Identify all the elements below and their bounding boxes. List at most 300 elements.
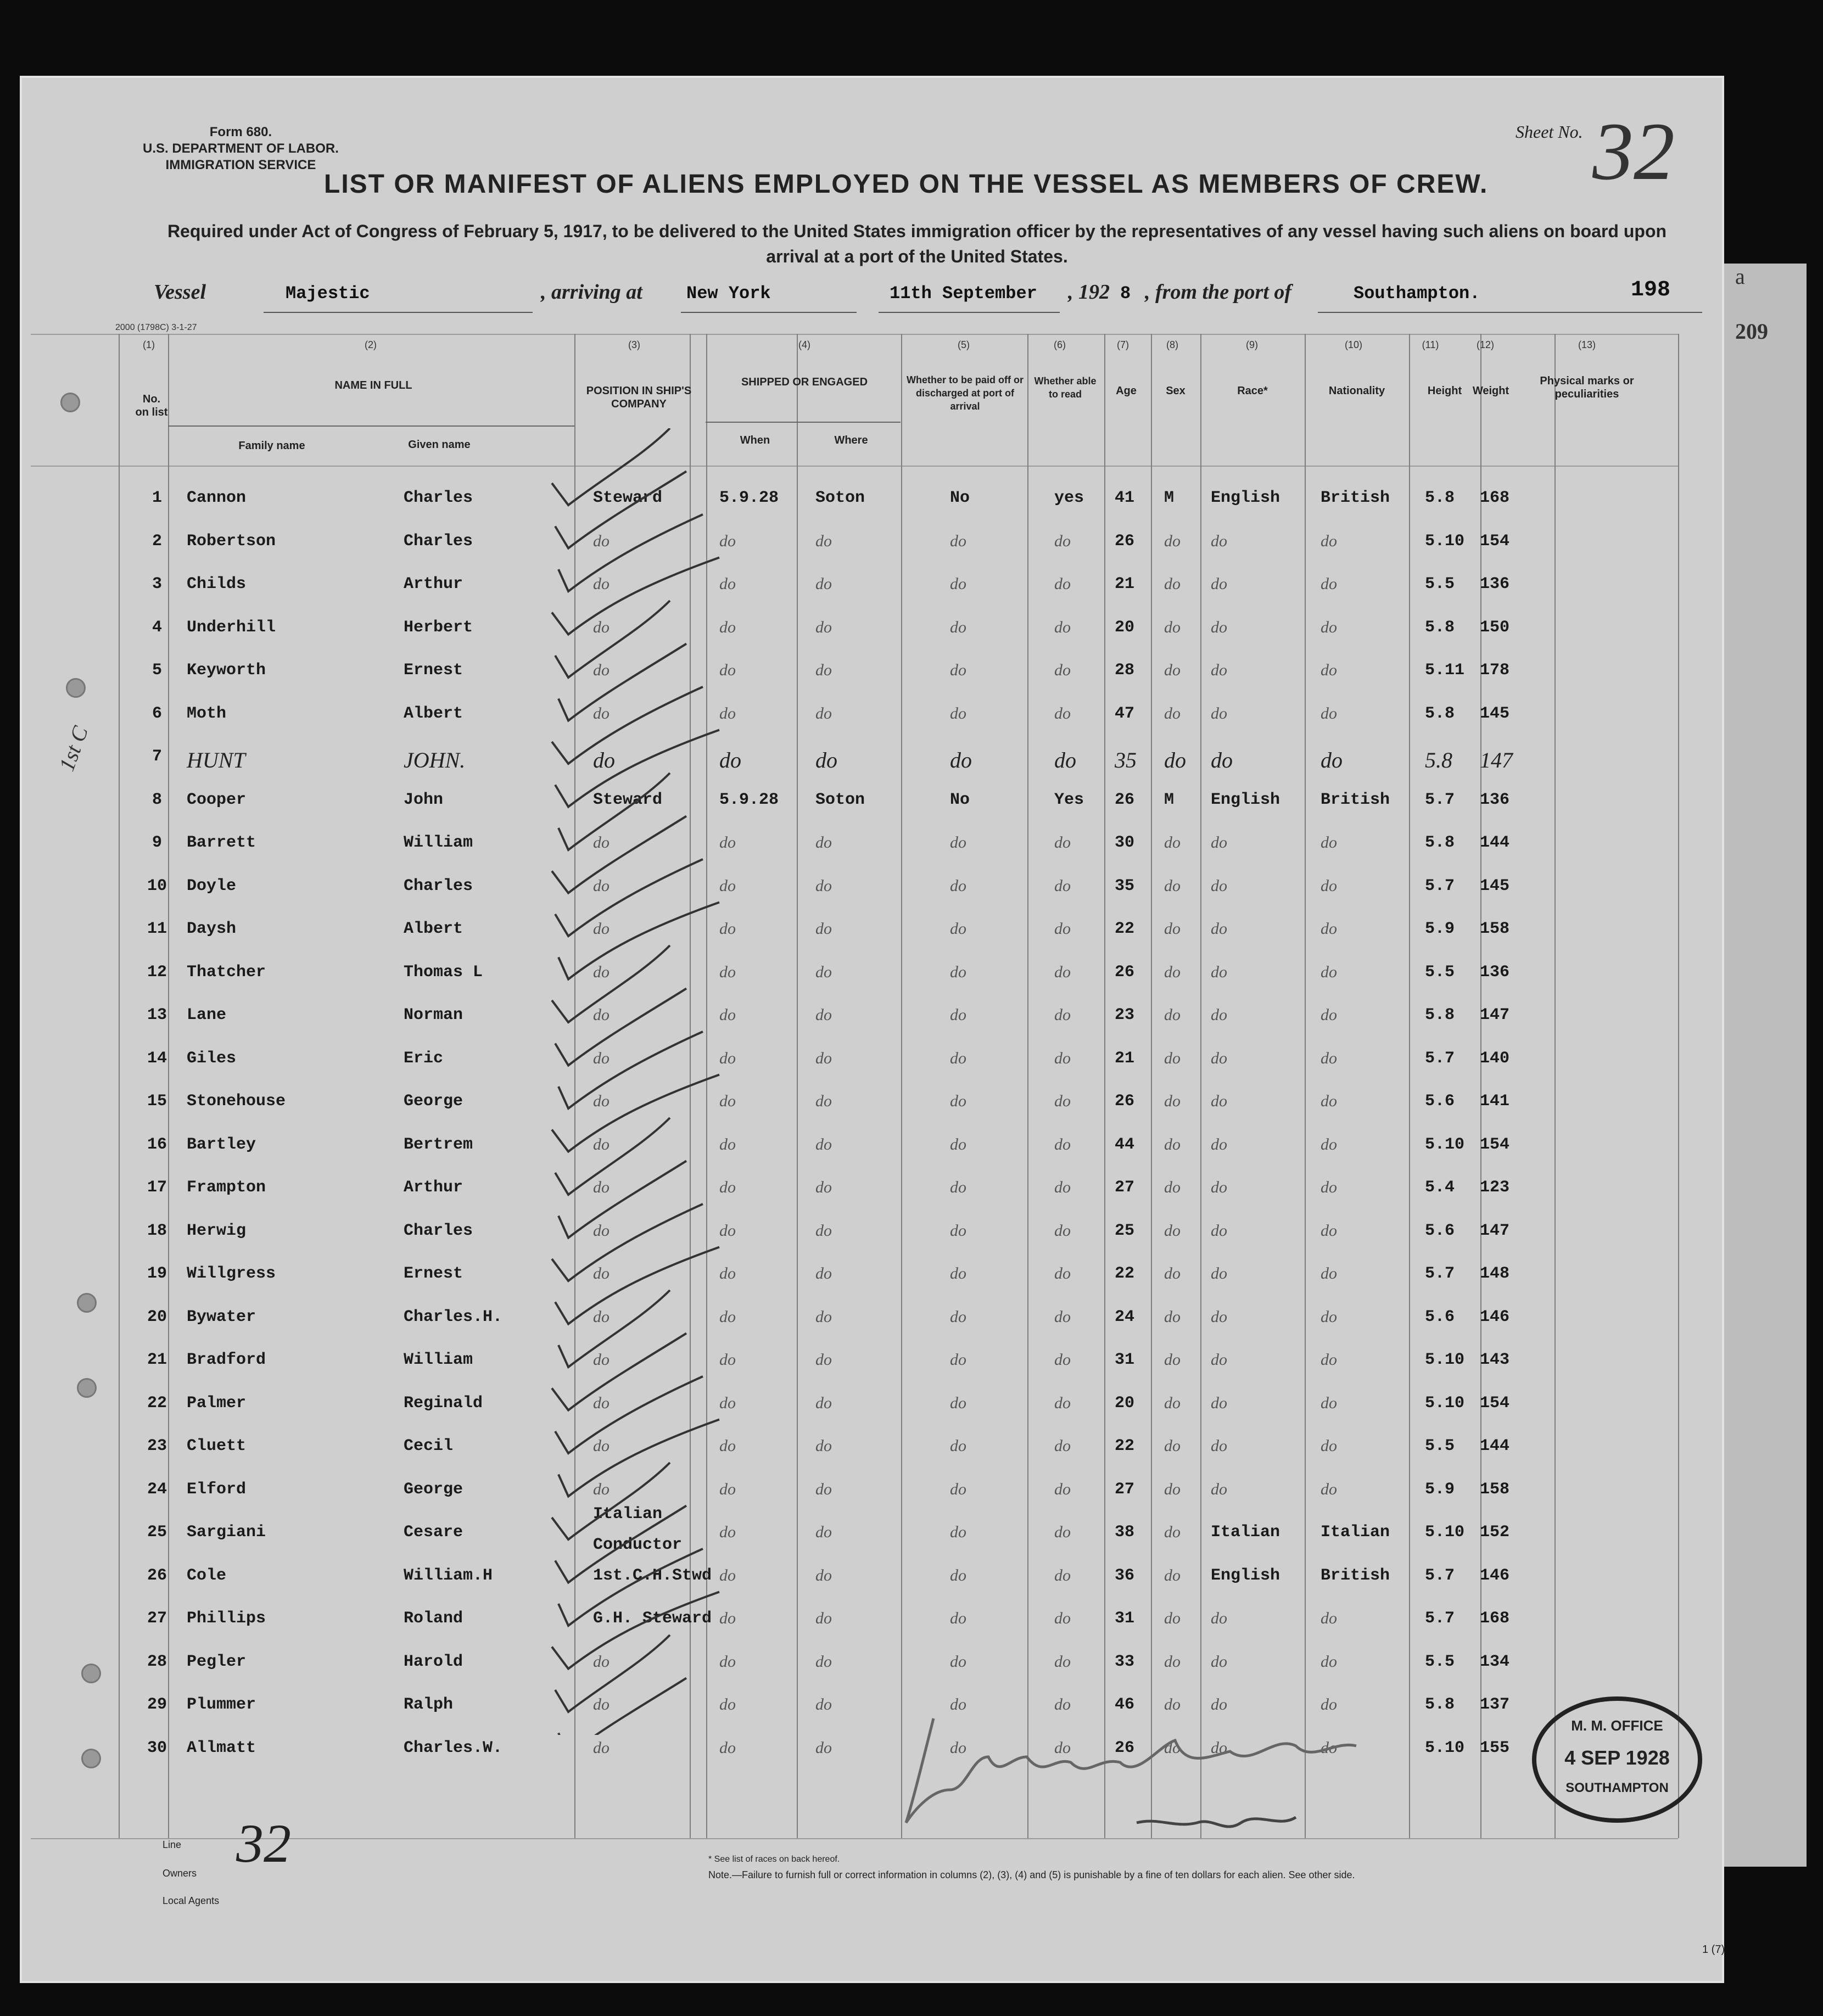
able-to-read-cell: do bbox=[1054, 1480, 1071, 1498]
given-name-cell: Albert bbox=[404, 704, 463, 723]
shipped-where-cell: do bbox=[815, 1695, 832, 1713]
race-cell: do bbox=[1211, 1695, 1227, 1713]
nationality-cell: do bbox=[1321, 1394, 1337, 1412]
family-name-cell: Cooper bbox=[187, 791, 247, 809]
check-mark bbox=[558, 644, 686, 721]
sex-cell: do bbox=[1164, 1308, 1181, 1326]
race-cell: do bbox=[1211, 1394, 1227, 1412]
position-cell: do bbox=[593, 748, 615, 772]
family-name-cell: Robertson bbox=[187, 532, 276, 551]
position-cell: do bbox=[593, 1222, 609, 1240]
age-cell: 21 bbox=[1115, 1049, 1135, 1068]
shipped-where-cell: do bbox=[815, 833, 832, 852]
row-number-cell: 25 bbox=[147, 1523, 167, 1542]
given-name-cell: William.H bbox=[404, 1566, 493, 1585]
corner-code: 1 (7) bbox=[1702, 1944, 1725, 1956]
check-mark bbox=[555, 1118, 670, 1195]
height-cell: 5.8 bbox=[1425, 833, 1455, 852]
height-cell: 5.6 bbox=[1425, 1222, 1455, 1240]
age-cell: 20 bbox=[1115, 618, 1135, 637]
weight-cell: 146 bbox=[1480, 1566, 1510, 1585]
row-number-cell: 20 bbox=[147, 1308, 167, 1326]
shipped-where-cell: do bbox=[815, 748, 837, 772]
paid-off-cell: do bbox=[950, 963, 966, 981]
family-name-cell: Daysh bbox=[187, 920, 237, 938]
header-sex: Sex bbox=[1166, 385, 1185, 397]
family-name-cell: HUNT bbox=[187, 748, 245, 772]
sex-cell: do bbox=[1164, 1566, 1181, 1584]
race-cell: do bbox=[1211, 963, 1227, 981]
department-name: U.S. DEPARTMENT OF LABOR. bbox=[143, 141, 339, 156]
given-name-cell: Herbert bbox=[404, 618, 473, 637]
nationality-cell: do bbox=[1321, 1351, 1337, 1369]
table-row bbox=[0, 532, 1823, 570]
given-name-cell: Arthur bbox=[404, 1178, 463, 1197]
weight-cell: 145 bbox=[1480, 877, 1510, 895]
height-cell: 5.9 bbox=[1425, 1480, 1455, 1499]
column-number: (1) bbox=[143, 339, 155, 350]
paid-off-cell: do bbox=[950, 1480, 966, 1498]
paid-off-cell: do bbox=[950, 1653, 966, 1671]
table-row bbox=[0, 1505, 1823, 1561]
able-to-read-cell: do bbox=[1054, 877, 1071, 895]
weight-cell: 154 bbox=[1480, 532, 1510, 551]
height-cell: 5.7 bbox=[1425, 877, 1455, 895]
height-cell: 5.10 bbox=[1425, 1523, 1465, 1542]
race-cell: do bbox=[1211, 833, 1227, 852]
shipped-when-cell: 5.9.28 bbox=[719, 791, 779, 809]
sex-cell: do bbox=[1164, 1609, 1181, 1627]
check-mark bbox=[558, 514, 703, 591]
weight-cell: 137 bbox=[1480, 1695, 1510, 1714]
paid-off-cell: do bbox=[950, 1523, 966, 1541]
given-name-cell: Charles bbox=[404, 532, 473, 551]
age-cell: 25 bbox=[1115, 1222, 1135, 1240]
able-to-read-cell: do bbox=[1054, 963, 1071, 981]
shipped-when-cell: do bbox=[719, 833, 736, 852]
given-name-cell: Charles bbox=[404, 1222, 473, 1240]
weight-cell: 123 bbox=[1480, 1178, 1510, 1197]
paid-off-cell: do bbox=[950, 1222, 966, 1240]
paid-off-cell: No bbox=[950, 791, 970, 809]
header-race: Race* bbox=[1237, 385, 1268, 397]
paid-off-cell: do bbox=[950, 704, 966, 723]
nationality-cell: British bbox=[1321, 1566, 1390, 1585]
race-cell: do bbox=[1211, 920, 1227, 938]
nationality-cell: British bbox=[1321, 489, 1390, 507]
column-number: (5) bbox=[958, 339, 970, 350]
able-to-read-cell: do bbox=[1054, 833, 1071, 852]
shipped-where-cell: do bbox=[815, 704, 832, 723]
given-name-cell: Roland bbox=[404, 1609, 463, 1628]
row-number-cell: 2 bbox=[152, 532, 162, 551]
height-cell: 5.9 bbox=[1425, 920, 1455, 938]
nationality-cell: do bbox=[1321, 1437, 1337, 1455]
race-cell: English bbox=[1211, 489, 1280, 507]
given-name-cell: Albert bbox=[404, 920, 463, 938]
race-cell: do bbox=[1211, 661, 1227, 679]
row-number-cell: 16 bbox=[147, 1135, 167, 1154]
given-name-cell: Charles bbox=[404, 877, 473, 895]
weight-cell: 143 bbox=[1480, 1351, 1510, 1369]
header-when: When bbox=[740, 434, 770, 446]
sex-cell: do bbox=[1164, 963, 1181, 981]
check-mark bbox=[555, 1635, 670, 1712]
age-cell: 46 bbox=[1115, 1695, 1135, 1714]
height-cell: 5.7 bbox=[1425, 1609, 1455, 1628]
shipped-where-cell: Soton bbox=[815, 489, 865, 507]
race-cell: do bbox=[1211, 1178, 1227, 1196]
shipped-where-cell: do bbox=[815, 1609, 832, 1627]
able-to-read-cell: do bbox=[1054, 575, 1071, 593]
race-cell: do bbox=[1211, 575, 1227, 593]
given-name-cell: Thomas L bbox=[404, 963, 483, 982]
weight-cell: 136 bbox=[1480, 791, 1510, 809]
shipped-where-cell: do bbox=[815, 1092, 832, 1110]
shipped-when-cell: do bbox=[719, 1523, 736, 1541]
check-mark bbox=[555, 472, 686, 548]
column-number: (7) bbox=[1117, 339, 1129, 350]
handwritten-line-number: 32 bbox=[236, 1813, 291, 1874]
shipped-when-cell: do bbox=[719, 1006, 736, 1024]
weight-cell: 168 bbox=[1480, 1609, 1510, 1628]
header-shipped-engaged: SHIPPED OR ENGAGED bbox=[741, 376, 868, 388]
race-cell: do bbox=[1211, 1739, 1227, 1757]
column-number: (2) bbox=[365, 339, 377, 350]
row-number-cell: 19 bbox=[147, 1264, 167, 1283]
header-where: Where bbox=[834, 434, 868, 446]
able-to-read-cell: do bbox=[1054, 1394, 1071, 1412]
sex-cell: do bbox=[1164, 877, 1181, 895]
service-name: IMMIGRATION SERVICE bbox=[165, 158, 316, 172]
check-mark bbox=[552, 558, 719, 635]
able-to-read-cell: do bbox=[1054, 1739, 1071, 1757]
shipped-where-cell: do bbox=[815, 1006, 832, 1024]
nationality-cell: do bbox=[1321, 661, 1337, 679]
race-cell: English bbox=[1211, 791, 1280, 809]
shipped-where-cell: do bbox=[815, 1308, 832, 1326]
race-cell: do bbox=[1211, 1222, 1227, 1240]
row-number-cell: 11 bbox=[147, 920, 167, 938]
given-name-cell: John bbox=[404, 791, 444, 809]
age-cell: 31 bbox=[1115, 1609, 1135, 1628]
weight-cell: 148 bbox=[1480, 1264, 1510, 1283]
paid-off-cell: do bbox=[950, 1308, 966, 1326]
family-name-cell: Bartley bbox=[187, 1135, 256, 1154]
row-number-cell: 8 bbox=[152, 791, 162, 809]
given-name-cell: George bbox=[404, 1480, 463, 1499]
check-mark bbox=[558, 1678, 686, 1735]
shipped-when-cell: do bbox=[719, 1049, 736, 1067]
shipped-where-cell: do bbox=[815, 575, 832, 593]
given-name-cell: George bbox=[404, 1092, 463, 1111]
sex-cell: do bbox=[1164, 1006, 1181, 1024]
family-name-cell: Elford bbox=[187, 1480, 247, 1499]
position-cell: do bbox=[593, 661, 609, 679]
position-cell: do bbox=[593, 1351, 609, 1369]
sheet-label: Sheet No. bbox=[1516, 122, 1583, 142]
family-name-cell: Palmer bbox=[187, 1394, 247, 1413]
check-mark bbox=[558, 1420, 719, 1497]
race-cell: do bbox=[1211, 1480, 1227, 1498]
shipped-where-cell: do bbox=[815, 1351, 832, 1369]
nationality-cell: do bbox=[1321, 1264, 1337, 1283]
check-mark bbox=[558, 1032, 703, 1108]
shipped-where-cell: do bbox=[815, 1566, 832, 1584]
height-cell: 5.10 bbox=[1425, 1739, 1465, 1757]
sex-cell: do bbox=[1164, 704, 1181, 723]
nationality-cell: do bbox=[1321, 1006, 1337, 1024]
check-mark bbox=[555, 859, 703, 936]
family-name-cell: Underhill bbox=[187, 618, 276, 637]
check-mark bbox=[552, 816, 686, 893]
race-cell: do bbox=[1211, 877, 1227, 895]
height-cell: 5.5 bbox=[1425, 575, 1455, 593]
nationality-cell: do bbox=[1321, 1695, 1337, 1713]
nationality-cell: do bbox=[1321, 532, 1337, 550]
age-cell: 41 bbox=[1115, 489, 1135, 507]
shipped-when-cell: do bbox=[719, 661, 736, 679]
position-cell: do bbox=[593, 1135, 609, 1153]
table-row bbox=[0, 1480, 1823, 1519]
header-no-on-list: No. on list bbox=[135, 393, 168, 418]
able-to-read-cell: do bbox=[1054, 532, 1071, 550]
able-to-read-cell: do bbox=[1054, 748, 1076, 772]
race-cell: do bbox=[1211, 1092, 1227, 1110]
check-mark bbox=[558, 1549, 703, 1626]
age-cell: 21 bbox=[1115, 575, 1135, 593]
signature-text bbox=[901, 1696, 904, 1697]
age-cell: 22 bbox=[1115, 1264, 1135, 1283]
row-number-cell: 12 bbox=[147, 963, 167, 982]
able-to-read-cell: do bbox=[1054, 1695, 1071, 1713]
table-row bbox=[0, 1609, 1823, 1648]
paid-off-cell: do bbox=[950, 920, 966, 938]
family-name-cell: Barrett bbox=[187, 833, 256, 852]
given-name-cell: Ernest bbox=[404, 1264, 463, 1283]
row-number-cell: 17 bbox=[147, 1178, 167, 1197]
shipped-when-cell: do bbox=[719, 1222, 736, 1240]
able-to-read-cell: do bbox=[1054, 1178, 1071, 1196]
race-cell: do bbox=[1211, 1653, 1227, 1671]
height-cell: 5.8 bbox=[1425, 704, 1455, 723]
age-cell: 36 bbox=[1115, 1566, 1135, 1585]
position-cell: do bbox=[593, 1006, 609, 1024]
age-cell: 26 bbox=[1115, 1739, 1135, 1757]
shipped-when-cell: do bbox=[719, 1308, 736, 1326]
height-cell: 5.10 bbox=[1425, 1351, 1465, 1369]
height-cell: 5.7 bbox=[1425, 791, 1455, 809]
race-cell: do bbox=[1211, 1006, 1227, 1024]
able-to-read-cell: do bbox=[1054, 1351, 1071, 1369]
age-cell: 30 bbox=[1115, 833, 1135, 852]
from-port-underline bbox=[1318, 312, 1702, 313]
age-cell: 23 bbox=[1115, 1006, 1135, 1024]
check-mark bbox=[555, 601, 670, 677]
position-cell: do bbox=[593, 1049, 609, 1067]
weight-cell: 145 bbox=[1480, 704, 1510, 723]
sheet-number: 32 bbox=[1592, 106, 1675, 197]
paid-off-cell: do bbox=[950, 1394, 966, 1412]
race-cell: Italian bbox=[1211, 1523, 1280, 1542]
check-mark bbox=[552, 1334, 686, 1410]
able-to-read-cell: do bbox=[1054, 1566, 1071, 1584]
print-code: 2000 (1798C) 3-1-27 bbox=[115, 323, 197, 332]
table-row bbox=[0, 1394, 1823, 1432]
paid-off-cell: do bbox=[950, 1566, 966, 1584]
given-name-cell: Charles.H. bbox=[404, 1308, 503, 1326]
shipped-when-cell: do bbox=[719, 748, 741, 772]
check-mark bbox=[552, 1075, 719, 1152]
family-name-cell: Stonehouse bbox=[187, 1092, 286, 1111]
given-name-cell: William bbox=[404, 833, 473, 852]
shipped-when-cell: do bbox=[719, 532, 736, 550]
header-paid-off: Whether to be paid off or discharged at port of arrival bbox=[907, 374, 1024, 412]
race-cell: do bbox=[1211, 1264, 1227, 1283]
age-cell: 38 bbox=[1115, 1523, 1135, 1542]
paid-off-cell: do bbox=[950, 1135, 966, 1153]
age-cell: 47 bbox=[1115, 704, 1135, 723]
margin-annotation: 1st C bbox=[54, 723, 93, 775]
age-cell: 27 bbox=[1115, 1480, 1135, 1499]
paid-off-cell: No bbox=[950, 489, 970, 507]
given-name-cell: Ralph bbox=[404, 1695, 454, 1714]
nationality-cell: do bbox=[1321, 1739, 1337, 1757]
row-number-cell: 23 bbox=[147, 1437, 167, 1455]
paid-off-cell: do bbox=[950, 1695, 966, 1713]
age-cell: 35 bbox=[1115, 748, 1137, 772]
table-row bbox=[0, 1566, 1823, 1605]
penalty-note: Note.—Failure to furnish full or correct information in columns (2), (3), (4) and (5) is punishable by a fine of ten dollars for each alien. See other side. bbox=[708, 1869, 1355, 1880]
family-name-cell: Childs bbox=[187, 575, 247, 593]
position-cell: 1st.C.H.Stwd bbox=[593, 1566, 712, 1585]
check-mark bbox=[558, 903, 719, 979]
page-subtitle: Required under Act of Congress of February 5, 1917, to be delivered to the United States immigration officer by the representatives of any vessel having such aliens on board upon arrival at a port of the United States. bbox=[167, 221, 1667, 266]
sex-cell: do bbox=[1164, 1437, 1181, 1455]
table-row bbox=[0, 1222, 1823, 1260]
family-name-cell: Thatcher bbox=[187, 963, 266, 982]
shipped-when-cell: do bbox=[719, 704, 736, 723]
shipped-when-cell: do bbox=[719, 1609, 736, 1627]
given-name-cell: Charles bbox=[404, 489, 473, 507]
weight-cell: 146 bbox=[1480, 1308, 1510, 1326]
nationality-cell: British bbox=[1321, 791, 1390, 809]
weight-cell: 147 bbox=[1480, 748, 1513, 772]
sex-cell: do bbox=[1164, 1092, 1181, 1110]
header-age: Age bbox=[1116, 385, 1137, 397]
height-cell: 5.6 bbox=[1425, 1308, 1455, 1326]
age-cell: 20 bbox=[1115, 1394, 1135, 1413]
position-cell: G.H. Steward bbox=[593, 1609, 712, 1628]
from-port-label: , from the port of bbox=[1145, 281, 1292, 304]
nationality-cell: do bbox=[1321, 920, 1337, 938]
table-row bbox=[0, 1049, 1823, 1088]
signature bbox=[901, 1696, 1406, 1850]
family-name-cell: Plummer bbox=[187, 1695, 256, 1714]
stamp-location: SOUTHAMPTON bbox=[1565, 1780, 1669, 1795]
shipped-where-cell: do bbox=[815, 1437, 832, 1455]
position-cell: do bbox=[593, 1739, 609, 1757]
sex-cell: do bbox=[1164, 1523, 1181, 1541]
position-cell: do bbox=[593, 1178, 609, 1196]
shipped-where-cell: do bbox=[815, 618, 832, 636]
nationality-cell: do bbox=[1321, 1178, 1337, 1196]
weight-cell: 147 bbox=[1480, 1006, 1510, 1024]
shipped-when-cell: do bbox=[719, 1135, 736, 1153]
stamp-office: M. M. OFFICE bbox=[1571, 1717, 1663, 1734]
row-number-cell: 26 bbox=[147, 1566, 167, 1585]
vessel-label: Vessel bbox=[154, 281, 206, 304]
check-mark bbox=[555, 730, 719, 807]
shipped-where-cell: do bbox=[815, 877, 832, 895]
shipped-when-cell: do bbox=[719, 1437, 736, 1455]
shipped-where-cell: do bbox=[815, 532, 832, 550]
weight-cell: 141 bbox=[1480, 1092, 1510, 1111]
vessel-underline bbox=[264, 312, 533, 313]
form-number: Form 680. bbox=[209, 125, 272, 139]
weight-cell: 144 bbox=[1480, 833, 1510, 852]
height-cell: 5.8 bbox=[1425, 1695, 1455, 1714]
table-row bbox=[0, 1006, 1823, 1044]
weight-cell: 154 bbox=[1480, 1394, 1510, 1413]
table-row bbox=[0, 1092, 1823, 1130]
height-cell: 5.5 bbox=[1425, 1653, 1455, 1671]
table-row bbox=[0, 920, 1823, 958]
paid-off-cell: do bbox=[950, 1739, 966, 1757]
check-mark bbox=[552, 1204, 703, 1281]
race-cell: do bbox=[1211, 532, 1227, 550]
given-name-cell: Norman bbox=[404, 1006, 463, 1024]
nationality-cell: do bbox=[1321, 1222, 1337, 1240]
sex-cell: do bbox=[1164, 833, 1181, 852]
family-name-cell: Bywater bbox=[187, 1308, 256, 1326]
office-stamp bbox=[1532, 1696, 1702, 1823]
position-cell: Italian Conductor bbox=[593, 1505, 683, 1554]
given-name-cell: Cecil bbox=[404, 1437, 454, 1455]
height-cell: 5.11 bbox=[1425, 661, 1465, 680]
weight-cell: 136 bbox=[1480, 575, 1510, 593]
header-nationality: Nationality bbox=[1328, 385, 1385, 397]
paid-off-cell: do bbox=[950, 661, 966, 679]
able-to-read-cell: do bbox=[1054, 1135, 1071, 1153]
family-name-cell: Sargiani bbox=[187, 1523, 266, 1542]
shipped-where-cell: do bbox=[815, 920, 832, 938]
sex-cell: M bbox=[1164, 489, 1175, 507]
sex-cell: do bbox=[1164, 748, 1186, 772]
weight-cell: 158 bbox=[1480, 920, 1510, 938]
given-name-cell: Eric bbox=[404, 1049, 444, 1068]
table-row bbox=[0, 489, 1823, 527]
weight-cell: 168 bbox=[1480, 489, 1510, 507]
sex-cell: do bbox=[1164, 1178, 1181, 1196]
shipped-when-cell: do bbox=[719, 1351, 736, 1369]
age-cell: 27 bbox=[1115, 1178, 1135, 1197]
given-name-cell: Bertrem bbox=[404, 1135, 473, 1154]
race-cell: do bbox=[1211, 1135, 1227, 1153]
row-number-cell: 13 bbox=[147, 1006, 167, 1024]
table-row bbox=[0, 1653, 1823, 1691]
row-number-cell: 21 bbox=[147, 1351, 167, 1369]
arrival-port: New York bbox=[686, 283, 771, 304]
nationality-cell: do bbox=[1321, 1480, 1337, 1498]
sex-cell: do bbox=[1164, 1695, 1181, 1713]
nationality-cell: do bbox=[1321, 1092, 1337, 1110]
column-number: (11) bbox=[1422, 339, 1439, 350]
race-cell: do bbox=[1211, 1437, 1227, 1455]
races-note: * See list of races on back hereof. bbox=[708, 1855, 840, 1864]
nationality-cell: do bbox=[1321, 575, 1337, 593]
given-name-cell: JOHN. bbox=[404, 748, 466, 772]
